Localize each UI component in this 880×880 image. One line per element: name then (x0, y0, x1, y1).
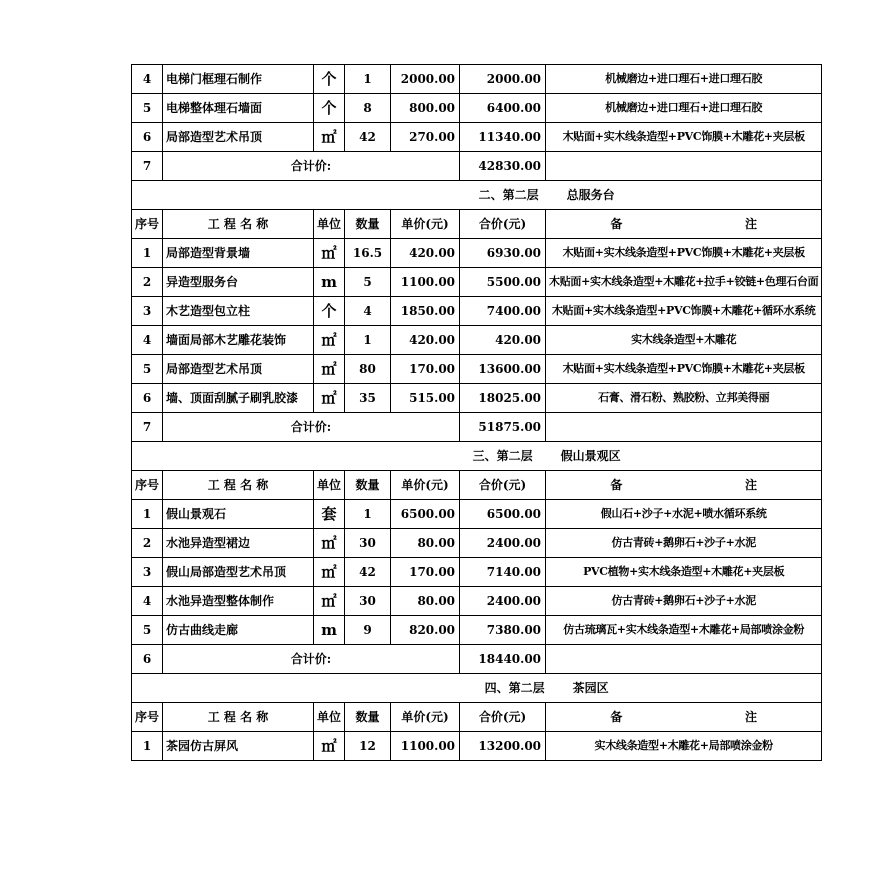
table-row (132, 587, 822, 616)
table-row (132, 326, 822, 355)
header-name: 工 程 名 称 (163, 210, 314, 239)
note-cell: 木贴面+实木线条造型+木雕花+拉手+铰链+色理石台面 (546, 268, 822, 297)
section-title (132, 674, 822, 703)
total-price-cell: 5500.00 (460, 268, 546, 297)
note-cell: 仿古琉璃瓦+实木线条造型+木雕花+局部喷涂金粉 (546, 616, 822, 645)
unit-cell: ㎡ (314, 326, 345, 355)
unit-price-cell: 800.00 (391, 94, 460, 123)
header-no: 序号 (132, 471, 163, 500)
quantity-cell: 1 (345, 65, 391, 94)
header-qty: 数量 (345, 703, 391, 732)
total-price-cell: 2400.00 (460, 587, 546, 616)
item-name-cell: 局部造型背景墙 (163, 239, 314, 268)
subtotal-value: 18440.00 (460, 645, 546, 674)
quantity-cell: 4 (345, 297, 391, 326)
total-price-cell: 18025.00 (460, 384, 546, 413)
unit-price-cell: 6500.00 (391, 500, 460, 529)
row-number-cell: 4 (132, 326, 163, 355)
item-name-cell: 电梯门框理石制作 (163, 65, 314, 94)
header-name: 工 程 名 称 (163, 703, 314, 732)
quotation-table (131, 64, 822, 761)
header-note-wrap (549, 210, 818, 238)
note-cell: 机械磨边+进口理石+进口理石胶 (546, 65, 822, 94)
note-cell: 仿古青砖+鹅卵石+沙子+水泥 (546, 529, 822, 558)
note-cell: 假山石+沙子+水泥+喷水循环系统 (546, 500, 822, 529)
header-price: 单价(元) (391, 703, 460, 732)
column-header-row (132, 210, 822, 239)
unit-price-cell: 820.00 (391, 616, 460, 645)
header-total: 合价(元) (460, 471, 546, 500)
header-note-a: 备 (610, 217, 623, 231)
unit-cell: 套 (314, 500, 345, 529)
item-name-cell: 墙、顶面刮腻子刷乳胶漆 (163, 384, 314, 413)
section-title (132, 181, 822, 210)
note-cell: 实木线条造型+木雕花 (546, 326, 822, 355)
quantity-cell: 42 (345, 123, 391, 152)
total-price-cell: 13200.00 (460, 732, 546, 761)
item-name-cell: 水池异造型裙边 (163, 529, 314, 558)
unit-cell: ㎡ (314, 732, 345, 761)
section-floor-label: 四、第二层 (484, 681, 545, 695)
quantity-cell: 5 (345, 268, 391, 297)
quantity-cell: 9 (345, 616, 391, 645)
note-cell (546, 152, 822, 181)
unit-cell: ㎡ (314, 587, 345, 616)
section-area-label: 假山景观区 (560, 449, 621, 463)
header-price: 单价(元) (391, 471, 460, 500)
row-number-cell: 1 (132, 500, 163, 529)
item-name-cell: 局部造型艺术吊顶 (163, 355, 314, 384)
item-name-cell: 局部造型艺术吊顶 (163, 123, 314, 152)
unit-cell: 个 (314, 65, 345, 94)
header-note-a: 备 (610, 478, 623, 492)
unit-cell: m (314, 268, 345, 297)
row-number-cell: 6 (132, 384, 163, 413)
unit-cell: 个 (314, 94, 345, 123)
row-number-cell: 6 (132, 645, 163, 674)
section-area-label: 总服务台 (566, 188, 615, 202)
column-header-row (132, 471, 822, 500)
unit-cell: m (314, 616, 345, 645)
section-heading-row (132, 674, 822, 703)
unit-price-cell: 170.00 (391, 558, 460, 587)
table-row (132, 65, 822, 94)
item-name-cell: 茶园仿古屏风 (163, 732, 314, 761)
table-row (132, 355, 822, 384)
unit-price-cell: 270.00 (391, 123, 460, 152)
note-cell (546, 645, 822, 674)
table-row (132, 529, 822, 558)
unit-price-cell: 1100.00 (391, 732, 460, 761)
header-note-a: 备 (610, 710, 623, 724)
row-number-cell: 1 (132, 239, 163, 268)
row-number-cell: 3 (132, 297, 163, 326)
unit-price-cell: 2000.00 (391, 65, 460, 94)
section-heading-row (132, 442, 822, 471)
section-heading-row (132, 181, 822, 210)
header-note-wrap (549, 471, 818, 499)
header-note-b: 注 (744, 478, 757, 492)
total-price-cell: 11340.00 (460, 123, 546, 152)
note-cell: 木贴面+实木线条造型+PVC饰膜+木雕花+夹层板 (546, 239, 822, 268)
header-unit: 单位 (314, 210, 345, 239)
item-name-cell: 仿古曲线走廊 (163, 616, 314, 645)
total-price-cell: 420.00 (460, 326, 546, 355)
header-unit: 单位 (314, 703, 345, 732)
table-row (132, 297, 822, 326)
unit-price-cell: 80.00 (391, 587, 460, 616)
subtotal-row (132, 645, 822, 674)
unit-price-cell: 515.00 (391, 384, 460, 413)
table-row (132, 732, 822, 761)
table-row (132, 500, 822, 529)
row-number-cell: 2 (132, 529, 163, 558)
header-no: 序号 (132, 210, 163, 239)
note-cell (546, 413, 822, 442)
subtotal-value: 42830.00 (460, 152, 546, 181)
table-row (132, 384, 822, 413)
quantity-cell: 16.5 (345, 239, 391, 268)
header-total: 合价(元) (460, 703, 546, 732)
table-row (132, 558, 822, 587)
column-header-row (132, 703, 822, 732)
total-price-cell: 7400.00 (460, 297, 546, 326)
row-number-cell: 5 (132, 94, 163, 123)
total-price-cell: 2400.00 (460, 529, 546, 558)
header-price: 单价(元) (391, 210, 460, 239)
quantity-cell: 30 (345, 529, 391, 558)
unit-cell: ㎡ (314, 355, 345, 384)
unit-price-cell: 420.00 (391, 239, 460, 268)
header-note-b: 注 (744, 217, 757, 231)
quantity-cell: 42 (345, 558, 391, 587)
header-note (546, 471, 822, 500)
quantity-cell: 80 (345, 355, 391, 384)
total-price-cell: 13600.00 (460, 355, 546, 384)
header-name: 工 程 名 称 (163, 471, 314, 500)
table-row (132, 616, 822, 645)
header-qty: 数量 (345, 210, 391, 239)
total-price-cell: 2000.00 (460, 65, 546, 94)
header-total: 合价(元) (460, 210, 546, 239)
quantity-cell: 30 (345, 587, 391, 616)
item-name-cell: 假山景观石 (163, 500, 314, 529)
unit-cell: ㎡ (314, 558, 345, 587)
quantity-cell: 1 (345, 326, 391, 355)
subtotal-value: 51875.00 (460, 413, 546, 442)
unit-cell: ㎡ (314, 123, 345, 152)
total-price-cell: 6930.00 (460, 239, 546, 268)
header-note-b: 注 (744, 710, 757, 724)
unit-price-cell: 170.00 (391, 355, 460, 384)
row-number-cell: 7 (132, 413, 163, 442)
header-note-wrap (549, 703, 818, 731)
note-cell: 木贴面+实木线条造型+PVC饰膜+木雕花+循环水系统 (546, 297, 822, 326)
row-number-cell: 1 (132, 732, 163, 761)
header-unit: 单位 (314, 471, 345, 500)
subtotal-row (132, 152, 822, 181)
note-cell: 机械磨边+进口理石+进口理石胶 (546, 94, 822, 123)
section-floor-label: 三、第二层 (472, 449, 533, 463)
total-price-cell: 7380.00 (460, 616, 546, 645)
total-price-cell: 7140.00 (460, 558, 546, 587)
quantity-cell: 35 (345, 384, 391, 413)
note-cell: 仿古青砖+鹅卵石+沙子+水泥 (546, 587, 822, 616)
note-cell: 实木线条造型+木雕花+局部喷涂金粉 (546, 732, 822, 761)
note-cell: 木贴面+实木线条造型+PVC饰膜+木雕花+夹层板 (546, 123, 822, 152)
table-row (132, 123, 822, 152)
row-number-cell: 2 (132, 268, 163, 297)
unit-price-cell: 420.00 (391, 326, 460, 355)
quantity-cell: 8 (345, 94, 391, 123)
row-number-cell: 5 (132, 355, 163, 384)
section-floor-label: 二、第二层 (478, 188, 539, 202)
unit-cell: 个 (314, 297, 345, 326)
unit-price-cell: 1850.00 (391, 297, 460, 326)
quantity-cell: 12 (345, 732, 391, 761)
header-qty: 数量 (345, 471, 391, 500)
subtotal-label: 合计价: (163, 152, 460, 181)
item-name-cell: 电梯整体理石墙面 (163, 94, 314, 123)
row-number-cell: 6 (132, 123, 163, 152)
item-name-cell: 水池异造型整体制作 (163, 587, 314, 616)
unit-cell: ㎡ (314, 239, 345, 268)
unit-price-cell: 80.00 (391, 529, 460, 558)
unit-cell: ㎡ (314, 529, 345, 558)
note-cell: 木贴面+实木线条造型+PVC饰膜+木雕花+夹层板 (546, 355, 822, 384)
row-number-cell: 7 (132, 152, 163, 181)
unit-price-cell: 1100.00 (391, 268, 460, 297)
item-name-cell: 异造型服务台 (163, 268, 314, 297)
table-row (132, 239, 822, 268)
item-name-cell: 墙面局部木艺雕花装饰 (163, 326, 314, 355)
item-name-cell: 木艺造型包立柱 (163, 297, 314, 326)
subtotal-row (132, 413, 822, 442)
note-cell: 石膏、滑石粉、熟胶粉、立邦美得丽 (546, 384, 822, 413)
item-name-cell: 假山局部造型艺术吊顶 (163, 558, 314, 587)
total-price-cell: 6400.00 (460, 94, 546, 123)
note-cell: PVC植物+实木线条造型+木雕花+夹层板 (546, 558, 822, 587)
subtotal-label: 合计价: (163, 645, 460, 674)
row-number-cell: 4 (132, 65, 163, 94)
row-number-cell: 4 (132, 587, 163, 616)
unit-cell: ㎡ (314, 384, 345, 413)
section-area-label: 茶园区 (572, 681, 609, 695)
table-row (132, 94, 822, 123)
subtotal-label: 合计价: (163, 413, 460, 442)
section-title (132, 442, 822, 471)
row-number-cell: 5 (132, 616, 163, 645)
header-note (546, 703, 822, 732)
row-number-cell: 3 (132, 558, 163, 587)
total-price-cell: 6500.00 (460, 500, 546, 529)
table-row (132, 268, 822, 297)
quantity-cell: 1 (345, 500, 391, 529)
header-no: 序号 (132, 703, 163, 732)
header-note (546, 210, 822, 239)
